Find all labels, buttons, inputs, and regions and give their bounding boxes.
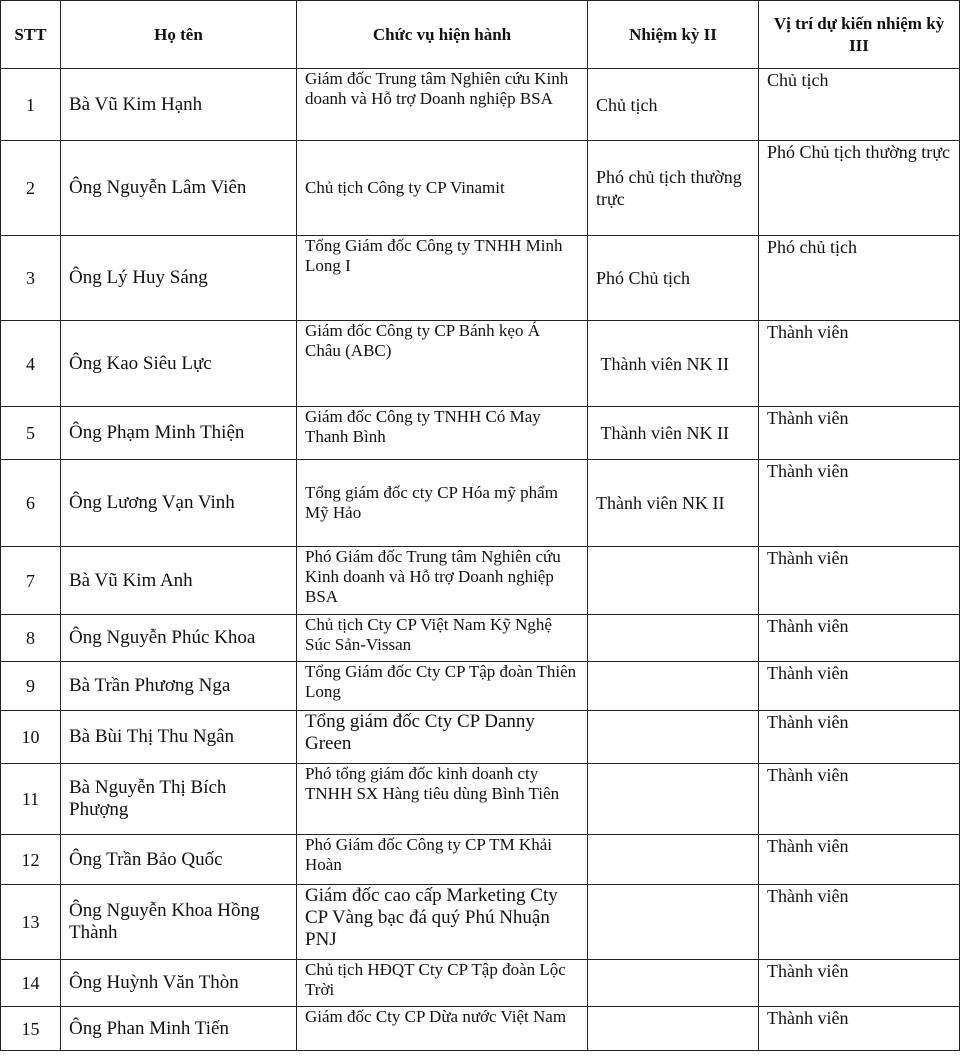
- row-term2: [588, 764, 759, 835]
- header-stt: STT: [1, 1, 61, 69]
- header-role: Chức vụ hiện hành: [297, 1, 588, 69]
- row-stt: 12: [1, 835, 61, 885]
- row-role: Giám đốc Công ty CP Bánh kẹo Á Châu (ABC): [297, 321, 588, 407]
- row-term3: Thành viên: [759, 407, 960, 460]
- row-stt: 2: [1, 141, 61, 236]
- row-term3: Thành viên: [759, 662, 960, 711]
- row-term2: [588, 835, 759, 885]
- row-role: Tổng Giám đốc Cty CP Tập đoàn Thiên Long: [297, 662, 588, 711]
- row-term3: Thành viên: [759, 1007, 960, 1051]
- table-row: [1, 547, 960, 615]
- row-term2: Chủ tịch: [588, 69, 759, 141]
- row-term2: [588, 960, 759, 1007]
- row-stt: 13: [1, 885, 61, 960]
- table-row: [1, 69, 960, 141]
- row-role: Chủ tịch Cty CP Việt Nam Kỹ Nghệ Súc Sản-Vissan: [297, 615, 588, 662]
- row-term2: [588, 711, 759, 764]
- row-term2: [588, 615, 759, 662]
- row-role: Giám đốc Công ty TNHH Có May Thanh Bình: [297, 407, 588, 460]
- header-term2: Nhiệm kỳ II: [588, 1, 759, 69]
- row-term2: Thành viên NK II: [588, 407, 759, 460]
- row-term3: Chủ tịch: [759, 69, 960, 141]
- row-term2: [588, 547, 759, 615]
- row-name: Ông Huỳnh Văn Thòn: [61, 960, 297, 1007]
- table-row: [1, 460, 960, 547]
- row-term3: Thành viên: [759, 764, 960, 835]
- row-name: Ông Phan Minh Tiến: [61, 1007, 297, 1051]
- row-name: Ông Lý Huy Sáng: [61, 236, 297, 321]
- table-row: [1, 960, 960, 1007]
- row-term2: Thành viên NK II: [588, 321, 759, 407]
- row-name: Ông Nguyễn Khoa Hồng Thành: [61, 885, 297, 960]
- row-term2: Phó Chủ tịch: [588, 236, 759, 321]
- row-name: Bà Nguyễn Thị Bích Phượng: [61, 764, 297, 835]
- row-term3: Thành viên: [759, 960, 960, 1007]
- row-term3: Thành viên: [759, 711, 960, 764]
- table-row: [1, 236, 960, 321]
- row-stt: 8: [1, 615, 61, 662]
- row-term3: Thành viên: [759, 615, 960, 662]
- row-term3: Thành viên: [759, 885, 960, 960]
- row-stt: 9: [1, 662, 61, 711]
- table-row: [1, 835, 960, 885]
- header-term3: Vị trí dự kiến nhiệm kỳ III: [759, 1, 960, 69]
- row-role: Phó Giám đốc Công ty CP TM Khải Hoàn: [297, 835, 588, 885]
- row-role: Chủ tịch Công ty CP Vinamit: [297, 141, 588, 236]
- row-term3: Phó chủ tịch: [759, 236, 960, 321]
- table-row: [1, 885, 960, 960]
- table-row: [1, 1007, 960, 1051]
- row-role: Tổng Giám đốc Công ty TNHH Minh Long I: [297, 236, 588, 321]
- table-row: [1, 321, 960, 407]
- row-role: Giám đốc Trung tâm Nghiên cứu Kinh doanh và Hỗ trợ Doanh nghiệp BSA: [297, 69, 588, 141]
- row-name: Bà Bùi Thị Thu Ngân: [61, 711, 297, 764]
- row-name: Ông Trần Bảo Quốc: [61, 835, 297, 885]
- table-row: [1, 711, 960, 764]
- row-term2: Thành viên NK II: [588, 460, 759, 547]
- row-name: Ông Kao Siêu Lực: [61, 321, 297, 407]
- row-term2: [588, 662, 759, 711]
- row-role: Giám đốc Cty CP Dừa nước Việt Nam: [297, 1007, 588, 1051]
- row-stt: 4: [1, 321, 61, 407]
- row-role: Tổng giám đốc Cty CP Danny Green: [297, 711, 588, 764]
- row-term3: Thành viên: [759, 321, 960, 407]
- row-stt: 7: [1, 547, 61, 615]
- row-role: Phó tổng giám đốc kinh doanh cty TNHH SX Hàng tiêu dùng Bình Tiên: [297, 764, 588, 835]
- row-stt: 5: [1, 407, 61, 460]
- table-row: [1, 764, 960, 835]
- row-stt: 6: [1, 460, 61, 547]
- row-name: Ông Phạm Minh Thiện: [61, 407, 297, 460]
- row-stt: 15: [1, 1007, 61, 1051]
- header-row: [1, 1, 960, 69]
- table-row: [1, 141, 960, 236]
- row-stt: 1: [1, 69, 61, 141]
- row-role: Chủ tịch HĐQT Cty CP Tập đoàn Lộc Trời: [297, 960, 588, 1007]
- row-name: Ông Nguyễn Phúc Khoa: [61, 615, 297, 662]
- row-name: Bà Vũ Kim Hạnh: [61, 69, 297, 141]
- row-name: Ông Lương Vạn Vinh: [61, 460, 297, 547]
- row-name: Bà Vũ Kim Anh: [61, 547, 297, 615]
- table-row: [1, 407, 960, 460]
- row-stt: 3: [1, 236, 61, 321]
- row-name: Bà Trần Phương Nga: [61, 662, 297, 711]
- row-term2: [588, 1007, 759, 1051]
- row-role: Phó Giám đốc Trung tâm Nghiên cứu Kinh doanh và Hỗ trợ Doanh nghiệp BSA: [297, 547, 588, 615]
- row-name: Ông Nguyễn Lâm Viên: [61, 141, 297, 236]
- row-term2: Phó chủ tịch thường trực: [588, 141, 759, 236]
- row-term3: Thành viên: [759, 835, 960, 885]
- table-row: [1, 662, 960, 711]
- row-term3: Phó Chủ tịch thường trực: [759, 141, 960, 236]
- table-row: [1, 615, 960, 662]
- row-stt: 14: [1, 960, 61, 1007]
- row-role: Tổng giám đốc cty CP Hóa mỹ phẩm Mỹ Hảo: [297, 460, 588, 547]
- row-role: Giám đốc cao cấp Marketing Cty CP Vàng bạc đá quý Phú Nhuận PNJ: [297, 885, 588, 960]
- row-term2: [588, 885, 759, 960]
- row-stt: 11: [1, 764, 61, 835]
- row-term3: Thành viên: [759, 460, 960, 547]
- row-term3: Thành viên: [759, 547, 960, 615]
- header-name: Họ tên: [61, 1, 297, 69]
- row-stt: 10: [1, 711, 61, 764]
